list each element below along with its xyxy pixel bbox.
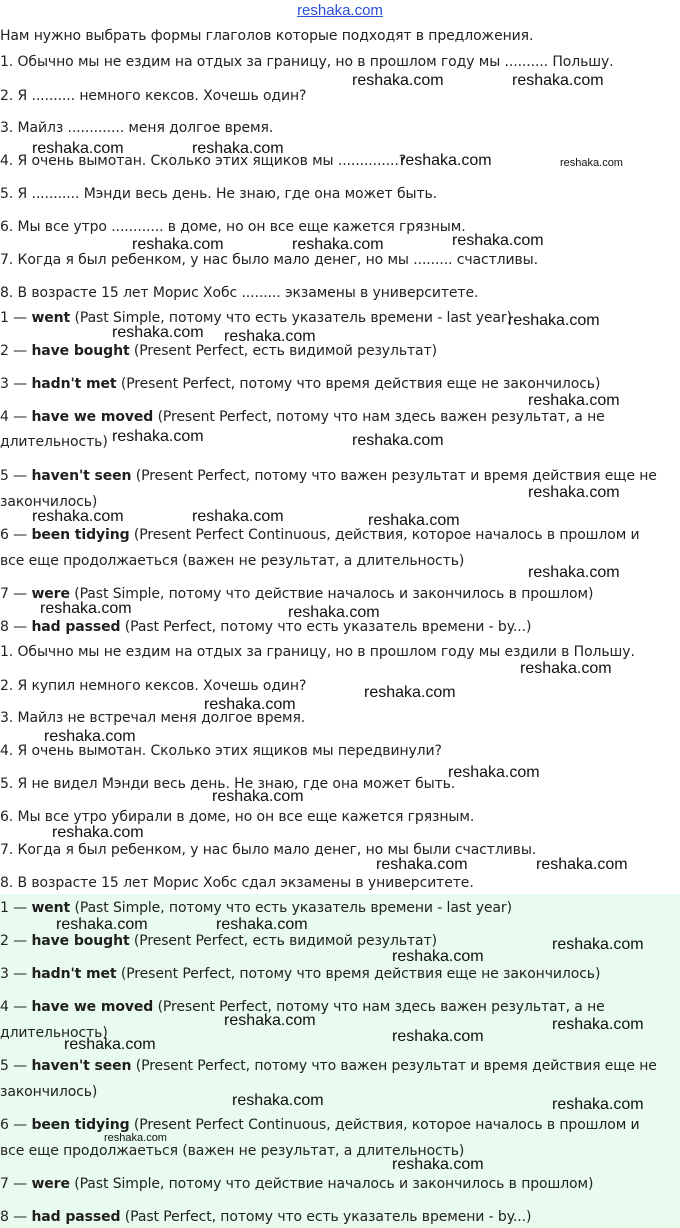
watermark: reshaka.com [224, 328, 316, 345]
task-sentence: 5. Я ........... Мэнди весь день. Не знаю, где она может быть. [0, 186, 437, 202]
answer-verb: have bought [31, 343, 130, 359]
watermark: reshaka.com [392, 1028, 484, 1045]
completed-sentence: 1. Обычно мы не ездим на отдых за границу, но в прошлом году мы ездили в Польшу. [0, 644, 635, 660]
watermark: reshaka.com [400, 152, 492, 169]
answer-verb: went [31, 900, 71, 916]
task-sentence: 6. Мы все утро ............ в доме, но он все еще кажется грязным. [0, 219, 466, 235]
watermark: reshaka.com [352, 72, 444, 89]
watermark: reshaka.com [212, 788, 304, 805]
answer-item: 2 — have bought (Present Perfect, есть видимой результат) [0, 933, 437, 949]
watermark: reshaka.com [104, 1132, 167, 1144]
completed-sentence: 4. Я очень вымотан. Сколько этих ящиков мы передвинули? [0, 743, 442, 759]
watermark: reshaka.com [392, 1156, 484, 1173]
answer-verb: haven't seen [31, 1058, 132, 1074]
watermark: reshaka.com [132, 236, 224, 253]
answer-item: 5 — haven't seen (Present Perfect, потому что важен результат и время действия еще не [0, 1058, 657, 1074]
answer-verb: have we moved [31, 409, 154, 425]
answer-item-continued: все еще продолжаеться (важен не результат, а длительность) [0, 553, 465, 569]
watermark: reshaka.com [40, 600, 132, 617]
answer-item: 7 — were (Past Simple, потому что действие началось и закончилось в прошлом) [0, 586, 594, 602]
watermark: reshaka.com [452, 232, 544, 249]
answer-verb: have bought [31, 933, 130, 949]
watermark: reshaka.com [192, 140, 284, 157]
answer-verb: haven't seen [31, 468, 132, 484]
watermark: reshaka.com [224, 1012, 316, 1029]
watermark: reshaka.com [192, 508, 284, 525]
answer-item: 3 — hadn't met (Present Perfect, потому что время действия еще не закончилось) [0, 966, 601, 982]
answer-verb: have we moved [31, 999, 154, 1015]
watermark: reshaka.com [528, 564, 620, 581]
answer-item: 1 — went (Past Simple, потому что есть указатель времени - last year) [0, 310, 512, 326]
answer-item-continued: закончилось) [0, 1084, 98, 1100]
answer-verb: been tidying [31, 1117, 130, 1133]
watermark: reshaka.com [448, 764, 540, 781]
watermark: reshaka.com [552, 1016, 644, 1033]
watermark: reshaka.com [364, 684, 456, 701]
completed-sentence: 7. Когда я был ребенком, у нас было мало денег, но мы были счастливы. [0, 842, 537, 858]
watermark: reshaka.com [352, 432, 444, 449]
watermark: reshaka.com [204, 696, 296, 713]
answer-verb: had passed [31, 1209, 121, 1225]
task-sentence: 3. Майлз ............. меня долгое время. [0, 120, 274, 136]
completed-sentence: 3. Майлз не встречал меня долгое время. [0, 710, 306, 726]
watermark: reshaka.com [288, 604, 380, 621]
watermark: reshaka.com [56, 916, 148, 933]
answer-verb: had passed [31, 619, 121, 635]
answer-item: 6 — been tidying (Present Perfect Continuous, действия, которое началось в прошлом и [0, 1117, 640, 1133]
answer-item: 8 — had passed (Past Perfect, потому что есть указатель времени - by...) [0, 1209, 532, 1225]
completed-sentence: 6. Мы все утро убирали в доме, но он все еще кажется грязным. [0, 809, 475, 825]
watermark: reshaka.com [292, 236, 384, 253]
answer-item-continued: длительность) [0, 434, 108, 450]
watermark: reshaka.com [232, 1092, 324, 1109]
task-intro: Нам нужно выбрать формы глаголов которые подходят в предложения. [0, 28, 534, 44]
watermark: reshaka.com [32, 140, 124, 157]
watermark: reshaka.com [512, 72, 604, 89]
watermark: reshaka.com [64, 1036, 156, 1053]
answer-item: 4 — have we moved (Present Perfect, потому что нам здесь важен результат, а не [0, 409, 605, 425]
watermark: reshaka.com [508, 312, 600, 329]
answer-item: 4 — have we moved (Present Perfect, потому что нам здесь важен результат, а не [0, 999, 605, 1015]
watermark: reshaka.com [528, 484, 620, 501]
watermark: reshaka.com [552, 1096, 644, 1113]
answer-verb: were [31, 1176, 70, 1192]
answer-verb: hadn't met [31, 376, 117, 392]
answer-verb: went [31, 310, 71, 326]
watermark: reshaka.com [112, 324, 204, 341]
answer-item-continued: все еще продолжаеться (важен не результат, а длительность) [0, 1143, 465, 1159]
watermark: reshaka.com [528, 392, 620, 409]
task-sentence: 1. Обычно мы не ездим на отдых за границу, но в прошлом году мы .......... Польшу. [0, 54, 614, 70]
watermark: reshaka.com [392, 948, 484, 965]
answer-verb: were [31, 586, 70, 602]
answer-verb: hadn't met [31, 966, 117, 982]
watermark: reshaka.com [44, 728, 136, 745]
completed-sentence: 8. В возрасте 15 лет Морис Хобс сдал экзамены в университете. [0, 875, 474, 891]
watermark: reshaka.com [32, 508, 124, 525]
answer-item: 2 — have bought (Present Perfect, есть видимой результат) [0, 343, 437, 359]
watermark: reshaka.com [368, 512, 460, 529]
answer-verb: been tidying [31, 527, 130, 543]
answer-item-continued: длительность) [0, 1025, 108, 1041]
watermark: reshaka.com [536, 856, 628, 873]
site-link[interactable]: reshaka.com [297, 2, 383, 19]
answer-item: 8 — had passed (Past Perfect, потому что есть указатель времени - by...) [0, 619, 532, 635]
watermark: reshaka.com [216, 916, 308, 933]
task-sentence: 8. В возрасте 15 лет Морис Хобс ......... экзамены в университете. [0, 285, 479, 301]
watermark: reshaka.com [112, 428, 204, 445]
completed-sentence: 2. Я купил немного кексов. Хочешь один? [0, 678, 307, 694]
answer-item-continued: закончилось) [0, 494, 98, 510]
task-sentence: 4. Я очень вымотан. Сколько этих ящиков мы ..............? [0, 153, 407, 169]
watermark: reshaka.com [552, 936, 644, 953]
answer-item: 7 — were (Past Simple, потому что действие началось и закончилось в прошлом) [0, 1176, 594, 1192]
task-sentence: 2. Я .......... немного кексов. Хочешь один? [0, 88, 307, 104]
task-sentence: 7. Когда я был ребенком, у нас было мало денег, но мы ......... счастливы. [0, 252, 538, 268]
answer-item: 5 — haven't seen (Present Perfect, потому что важен результат и время действия еще не [0, 468, 657, 484]
watermark: reshaka.com [52, 824, 144, 841]
watermark: reshaka.com [376, 856, 468, 873]
watermark: reshaka.com [520, 660, 612, 677]
answer-item: 3 — hadn't met (Present Perfect, потому что время действия еще не закончилось) [0, 376, 601, 392]
watermark: reshaka.com [560, 157, 623, 169]
answer-item: 1 — went (Past Simple, потому что есть указатель времени - last year) [0, 900, 512, 916]
completed-sentence: 5. Я не видел Мэнди весь день. Не знаю, где она может быть. [0, 776, 456, 792]
answer-item: 6 — been tidying (Present Perfect Continuous, действия, которое началось в прошлом и [0, 527, 640, 543]
